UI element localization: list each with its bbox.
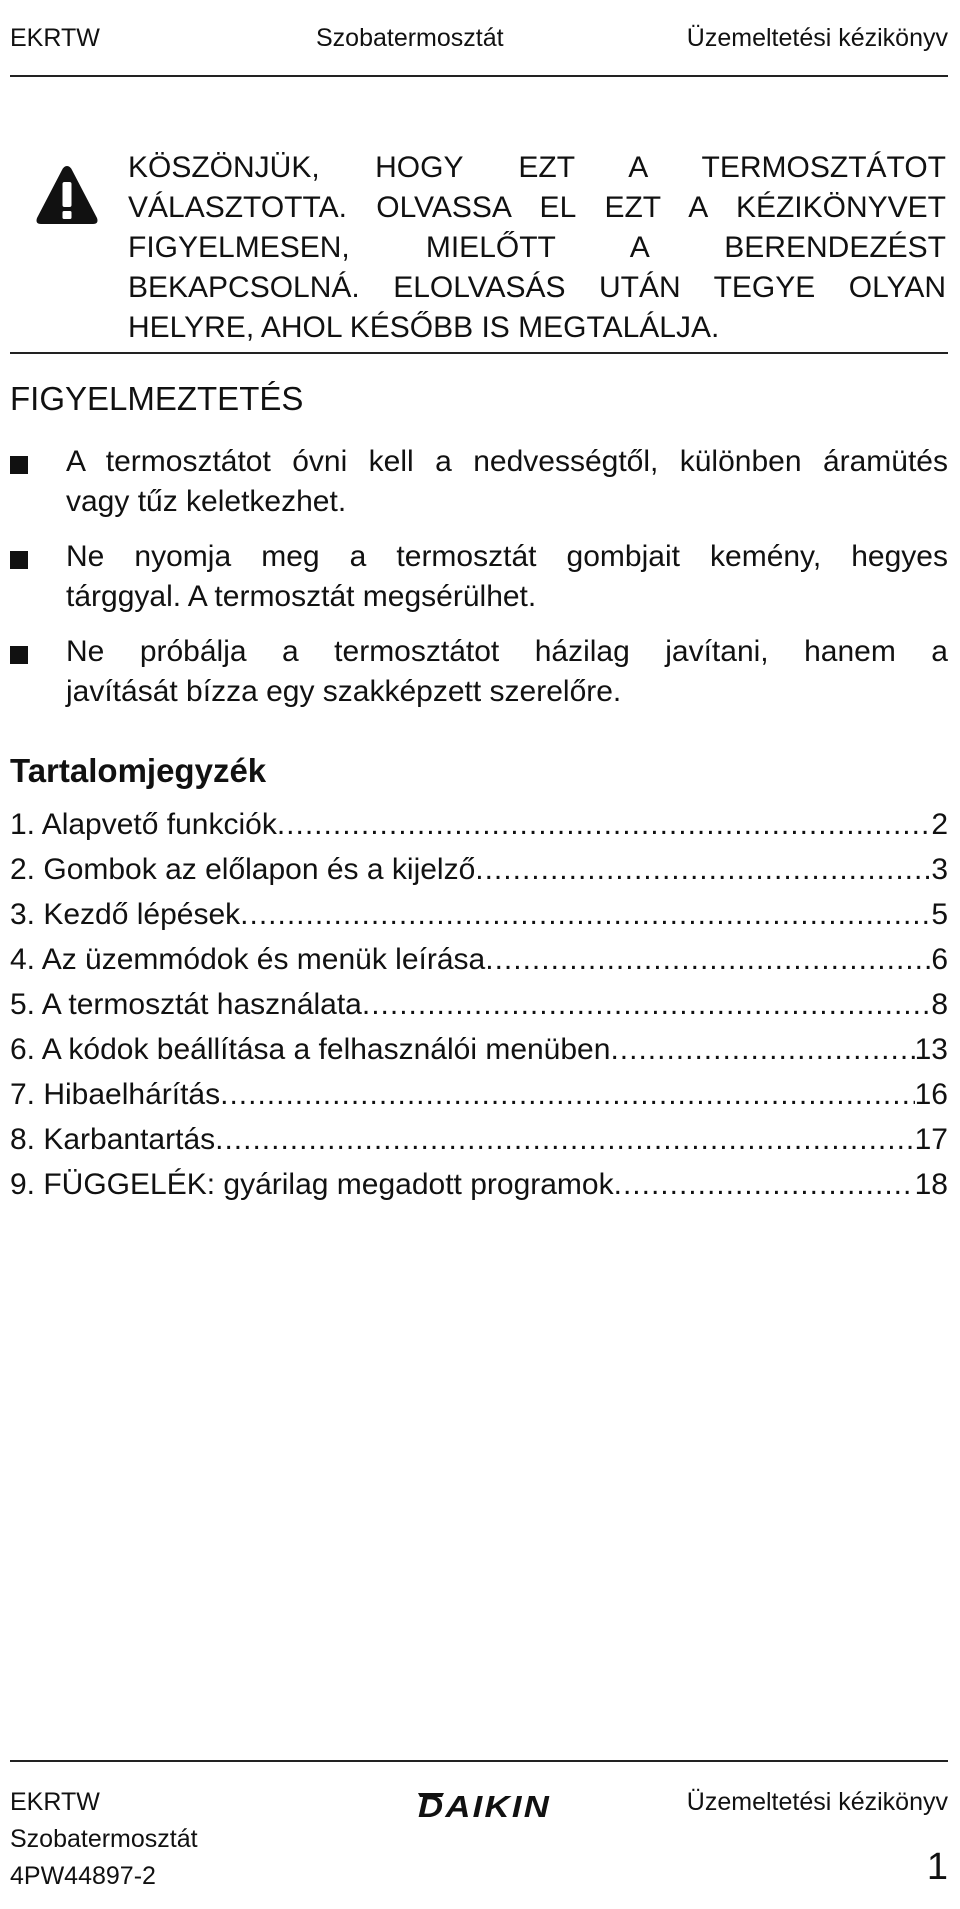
toc-leader — [240, 898, 931, 932]
daikin-logo — [414, 1791, 592, 1823]
toc-entry[interactable] — [10, 1123, 948, 1168]
toc-entry[interactable] — [10, 988, 948, 1033]
toc-entry-text: 8. Karbantartás — [10, 1123, 216, 1156]
toc-entry-text: 9. FÜGGELÉK: gyárilag megadott programok — [10, 1168, 614, 1201]
toc-entry-page: 2 — [931, 808, 948, 841]
notice-line: BEKAPCSOLNÁ. ELOLVASÁS UTÁN TEGYE OLYAN — [128, 271, 946, 304]
toc-entry-text: 6. A kódok beállítása a felhasználói menüben — [10, 1033, 611, 1066]
toc-entry-text: 1. Alapvető funkciók — [10, 808, 277, 841]
footer-product: Szobatermosztát — [10, 1825, 198, 1853]
toc-entry-page: 8 — [931, 988, 948, 1021]
warning-item-line: Ne nyomja meg a termosztát gombjait kemény, hegyes — [66, 540, 948, 573]
toc-entry[interactable] — [10, 808, 948, 853]
header-manual: Üzemeltetési kézikönyv — [686, 24, 948, 52]
warning-item — [66, 442, 948, 522]
warning-title: FIGYELMEZTETÉS — [10, 380, 304, 417]
toc-list — [10, 808, 948, 1213]
toc-entry-page: 13 — [914, 1033, 948, 1066]
notice-line: KÖSZÖNJÜK, HOGY EZT A TERMOSZTÁTOT — [128, 151, 946, 184]
daikin-logo-text: DAIKIN — [418, 1789, 552, 1824]
toc-leader — [475, 853, 931, 887]
toc-leader — [610, 1033, 914, 1067]
toc-entry[interactable] — [10, 943, 948, 988]
toc-entry[interactable] — [10, 1168, 948, 1213]
toc-entry-page: 5 — [931, 898, 948, 931]
notice-line: FIGYELMESEN, MIELŐTT A BERENDEZÉST — [128, 231, 946, 264]
warning-triangle-icon — [34, 162, 100, 228]
warning-item-line: A termosztátot óvni kell a nedvességtől, különben áramütés — [66, 445, 948, 478]
bullet-icon — [10, 456, 28, 474]
footer-rule — [10, 1760, 948, 1762]
toc-entry[interactable] — [10, 898, 948, 943]
notice-rule — [10, 352, 948, 354]
notice-text — [128, 148, 946, 348]
toc-entry-text: 5. A termosztát használata — [10, 988, 362, 1021]
bullet-icon — [10, 646, 28, 664]
toc-leader — [220, 1078, 915, 1112]
notice-line: HELYRE, AHOL KÉSŐBB IS MEGTALÁLJA. — [128, 311, 720, 344]
warning-item-line: javítását bízza egy szakképzett szerelőre. — [66, 675, 622, 708]
warning-item — [66, 632, 948, 712]
toc-entry-text: 3. Kezdő lépések — [10, 898, 241, 931]
toc-entry-page: 17 — [914, 1123, 948, 1156]
toc-leader — [485, 943, 931, 977]
toc-entry-text: 7. Hibaelhárítás — [10, 1078, 221, 1111]
toc-title: Tartalomjegyzék — [10, 752, 267, 789]
toc-leader — [215, 1123, 915, 1157]
warning-item-line: Ne próbálja a termosztátot házilag javítani, hanem a — [66, 635, 948, 668]
warning-item-line: tárggyal. A termosztát megsérülhet. — [66, 580, 537, 613]
header-model: EKRTW — [10, 24, 100, 52]
toc-entry-page: 18 — [914, 1168, 948, 1201]
bullet-icon — [10, 551, 28, 569]
toc-entry-page: 3 — [931, 853, 948, 886]
toc-leader — [362, 988, 931, 1022]
footer-doc-code: 4PW44897-2 — [10, 1862, 156, 1890]
toc-entry-text: 2. Gombok az előlapon és a kijelző — [10, 853, 476, 886]
toc-entry[interactable] — [10, 1033, 948, 1078]
warning-item — [66, 537, 948, 617]
header-rule — [10, 75, 948, 77]
toc-entry-page: 16 — [914, 1078, 948, 1111]
footer-manual: Üzemeltetési kézikönyv — [686, 1788, 948, 1816]
toc-entry[interactable] — [10, 1078, 948, 1123]
warning-item-line: vagy tűz keletkezhet. — [66, 485, 347, 518]
toc-entry[interactable] — [10, 853, 948, 898]
page-number: 1 — [926, 1846, 948, 1888]
footer-model: EKRTW — [10, 1788, 100, 1816]
toc-entry-page: 6 — [931, 943, 948, 976]
header-product: Szobatermosztát — [316, 24, 504, 52]
notice-line: VÁLASZTOTTA. OLVASSA EL EZT A KÉZIKÖNYVET — [128, 191, 946, 224]
toc-entry-text: 4. Az üzemmódok és menük leírása — [10, 943, 486, 976]
toc-leader — [277, 808, 931, 842]
toc-leader — [614, 1168, 915, 1202]
